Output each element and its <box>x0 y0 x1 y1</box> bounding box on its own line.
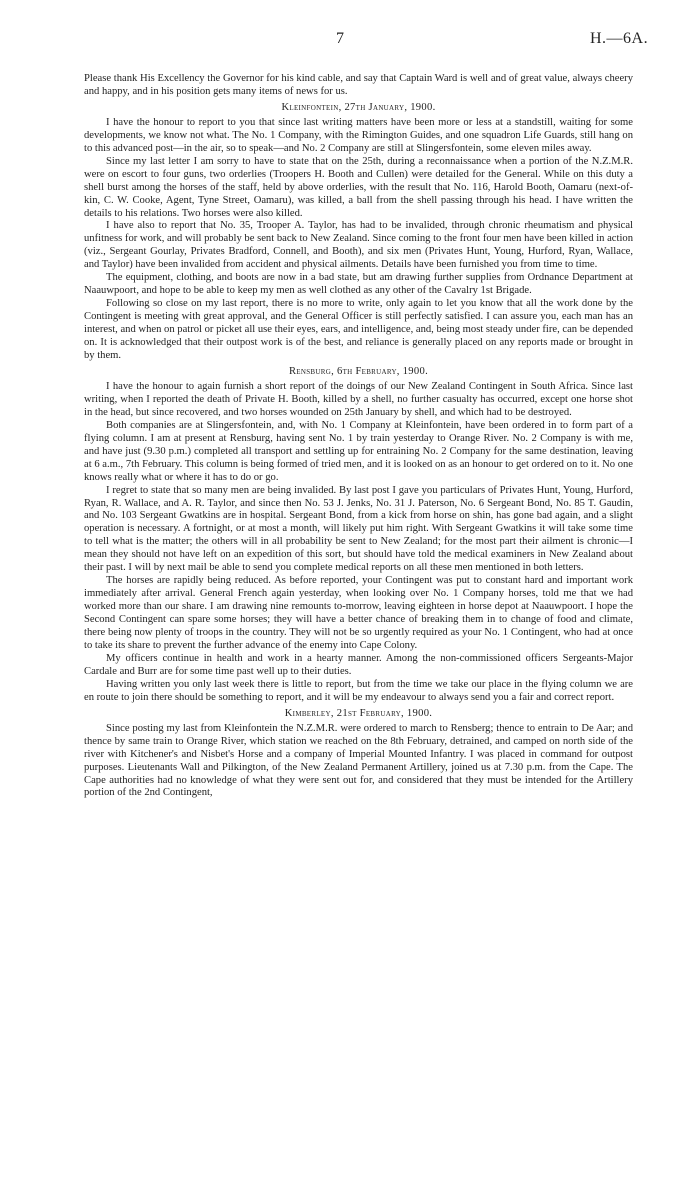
paragraph: The equipment, clothing, and boots are now in a bad state, but am drawing further supplies from Ordnance Department at Naauwpoort, and hope to be able to keep my men as well clothed as any other of the Cavalry 1st Brigade. <box>84 272 633 297</box>
paragraph: Having written you only last week there is little to report, but from the time we take our place in the flying column we are en route to join there should be something to report, and it will be my endeavour to always send you a fair and correct report. <box>84 678 633 703</box>
paragraph: I have also to report that No. 35, Trooper A. Taylor, has had to be invalided, through chronic rheumatism and physical unfitness for work, and will probably be sent back to New Zealand. Since coming to the front four men have been killed in action (viz., Sergeant Gourlay, Privates Bradford, Connell, and Booth), and six men (Privates Hunt, Young, Hurford, Ryan, Wallace, and Taylor) have been invalided from accident and physical ailments. Details have been furnished you from time to time. <box>84 220 633 271</box>
paragraph: My officers continue in health and work in a hearty manner. Among the non-commissioned officers Sergeants-Major Cardale and Burr are for some time past well up to their duties. <box>84 652 633 677</box>
paragraph: The horses are rapidly being reduced. As before reported, your Contingent was put to constant hard and important work immediately after arrival. General French again yesterday, when looking over No. 1 Company horses, told me that we had worked more than our share. I am drawing nine remounts to-morrow, leaving eighteen in horse depot at Naauwpoort. I hope the Second Contingent can spare some horses; they will have a better chance of breaking them in to change of food and climate, there being now plenty of troops in the country. They will not be so urgently required as your No. 1 Contingent, who had at once to take its share to prevent the further advance of the enemy into Cape Colony. <box>84 575 633 651</box>
document-body <box>84 73 633 800</box>
paragraph: I regret to state that so many men are being invalided. By last post I gave you particulars of Privates Hunt, Young, Hurford, Ryan, R. Wallace, and A. R. Taylor, and since then No. 53 J. Jenks, No. 31 J. Paterson, No. 6 Sergeant Bond, No. 85 T. Gaudin, and No. 103 Sergeant Gwatkins are in hospital. Sergeant Bond, from a kick from horse on shin, has gone bad again, and a slight operation is necessary. A fortnight, or at most a month, will likely put him right. With Sergeant Gwatkins it will take some time to tell what is the matter; the others will in all probability be sent to New Zealand; for the most part their ailment is chronic—I mean they should not have left on an expedition of this sort, but should have told the medical examiners in New Zealand about their past. I will by next mail be able to send you complete medical reports on all these men mentioned in both letters. <box>84 484 633 574</box>
section-heading: Kimberley, 21st February, 1900. <box>284 707 433 719</box>
paragraph: I have the honour to again furnish a short report of the doings of our New Zealand Contingent in South Africa. Since last writing, when I reported the death of Private H. Booth, killed by a shell, no further casualty has occurred, except one horse shot in the head, but since recovered, and two horses wounded on 25th January by shell, and which had to be destroyed. <box>84 380 633 418</box>
paragraph: Since posting my last from Kleinfontein the N.Z.M.R. were ordered to march to Rensberg; thence to entrain to De Aar; and thence by same train to Orange River, which station we reached on the 8th February, detrained, and camped on north side of the river with Kitchener's and Nisbet's Horse and a company of Imperial Mounted Infantry. I was placed in command for outpost purposes. Lieutenants Wall and Pilkington, of the New Zealand Permanent Artillery, joined us at 7.30 p.m. from the Cape. The Cape authorities had no knowledge of what they were sent out for, and considered that they must be intended for the Artillery portion of the 2nd Contingent, <box>84 722 633 799</box>
paragraph: I have the honour to report to you that since last writing matters have been more or less at a standstill, waiting for some developments, we know not what. The No. 1 Company, with the Rimington Guides, and one squadron Life Guards, still hang on to this advanced post—in the air, so to speak—and No. 2 Company are still at Slingersfontein, some eleven miles away. <box>84 116 633 154</box>
paragraph: Since my last letter I am sorry to have to state that on the 25th, during a reconnaissance when a portion of the N.Z.M.R. were on escort to four guns, two orderlies (Troopers H. Booth and Cullen) were detailed for the General. While on this duty a shell burst among the horses of the staff, held by above orderlies, with the result that No. 116, Harold Booth, Oamaru (next-of-kin, C. W. Cooke, Agent, Tyne Street, Oamaru), was killed, a ball from the shell passing through his head. I have written the details to his relations. Two horses were also killed. <box>84 155 633 219</box>
paragraph: Following so close on my last report, there is no more to write, only again to let you know that all the work done by the Contingent is meeting with great approval, and the General Officer is still perfectly satisfied. I can assure you, each man has an interest, and when on patrol or picket all use their eyes, ears, and intelligence, and, being most steady under fire, can be depended on. It is acknowledged that their outpost work is of the best, and reliance is generally placed on any reports made or brought in by them. <box>84 298 633 362</box>
paragraph: Please thank His Excellency the Governor for his kind cable, and say that Captain Ward is well and of great value, always cheery and happy, and in his position gets many items of news for us. <box>84 73 633 97</box>
section-heading: Rensburg, 6th February, 1900. <box>288 365 429 377</box>
paragraph: Both companies are at Slingersfontein, and, with No. 1 Company at Kleinfontein, have been ordered in to form part of a flying column. I am at present at Rensburg, having sent No. 1 by train yesterday to Orange River. No. 2 Company is with me, and have just (9.30 p.m.) completed all transport and settling up for entraining No. 2 Company for the same destination, leaving at 6 a.m., 7th February. This column is being formed of tried men, and it is looked on as an honour to get ordered on to it. No one knows really what or where it has to do or go. <box>84 419 633 483</box>
section-heading: Kleinfontein, 27th January, 1900. <box>281 101 436 113</box>
document-reference: H.—6A. <box>590 30 649 47</box>
page-number: 7 <box>336 30 344 47</box>
